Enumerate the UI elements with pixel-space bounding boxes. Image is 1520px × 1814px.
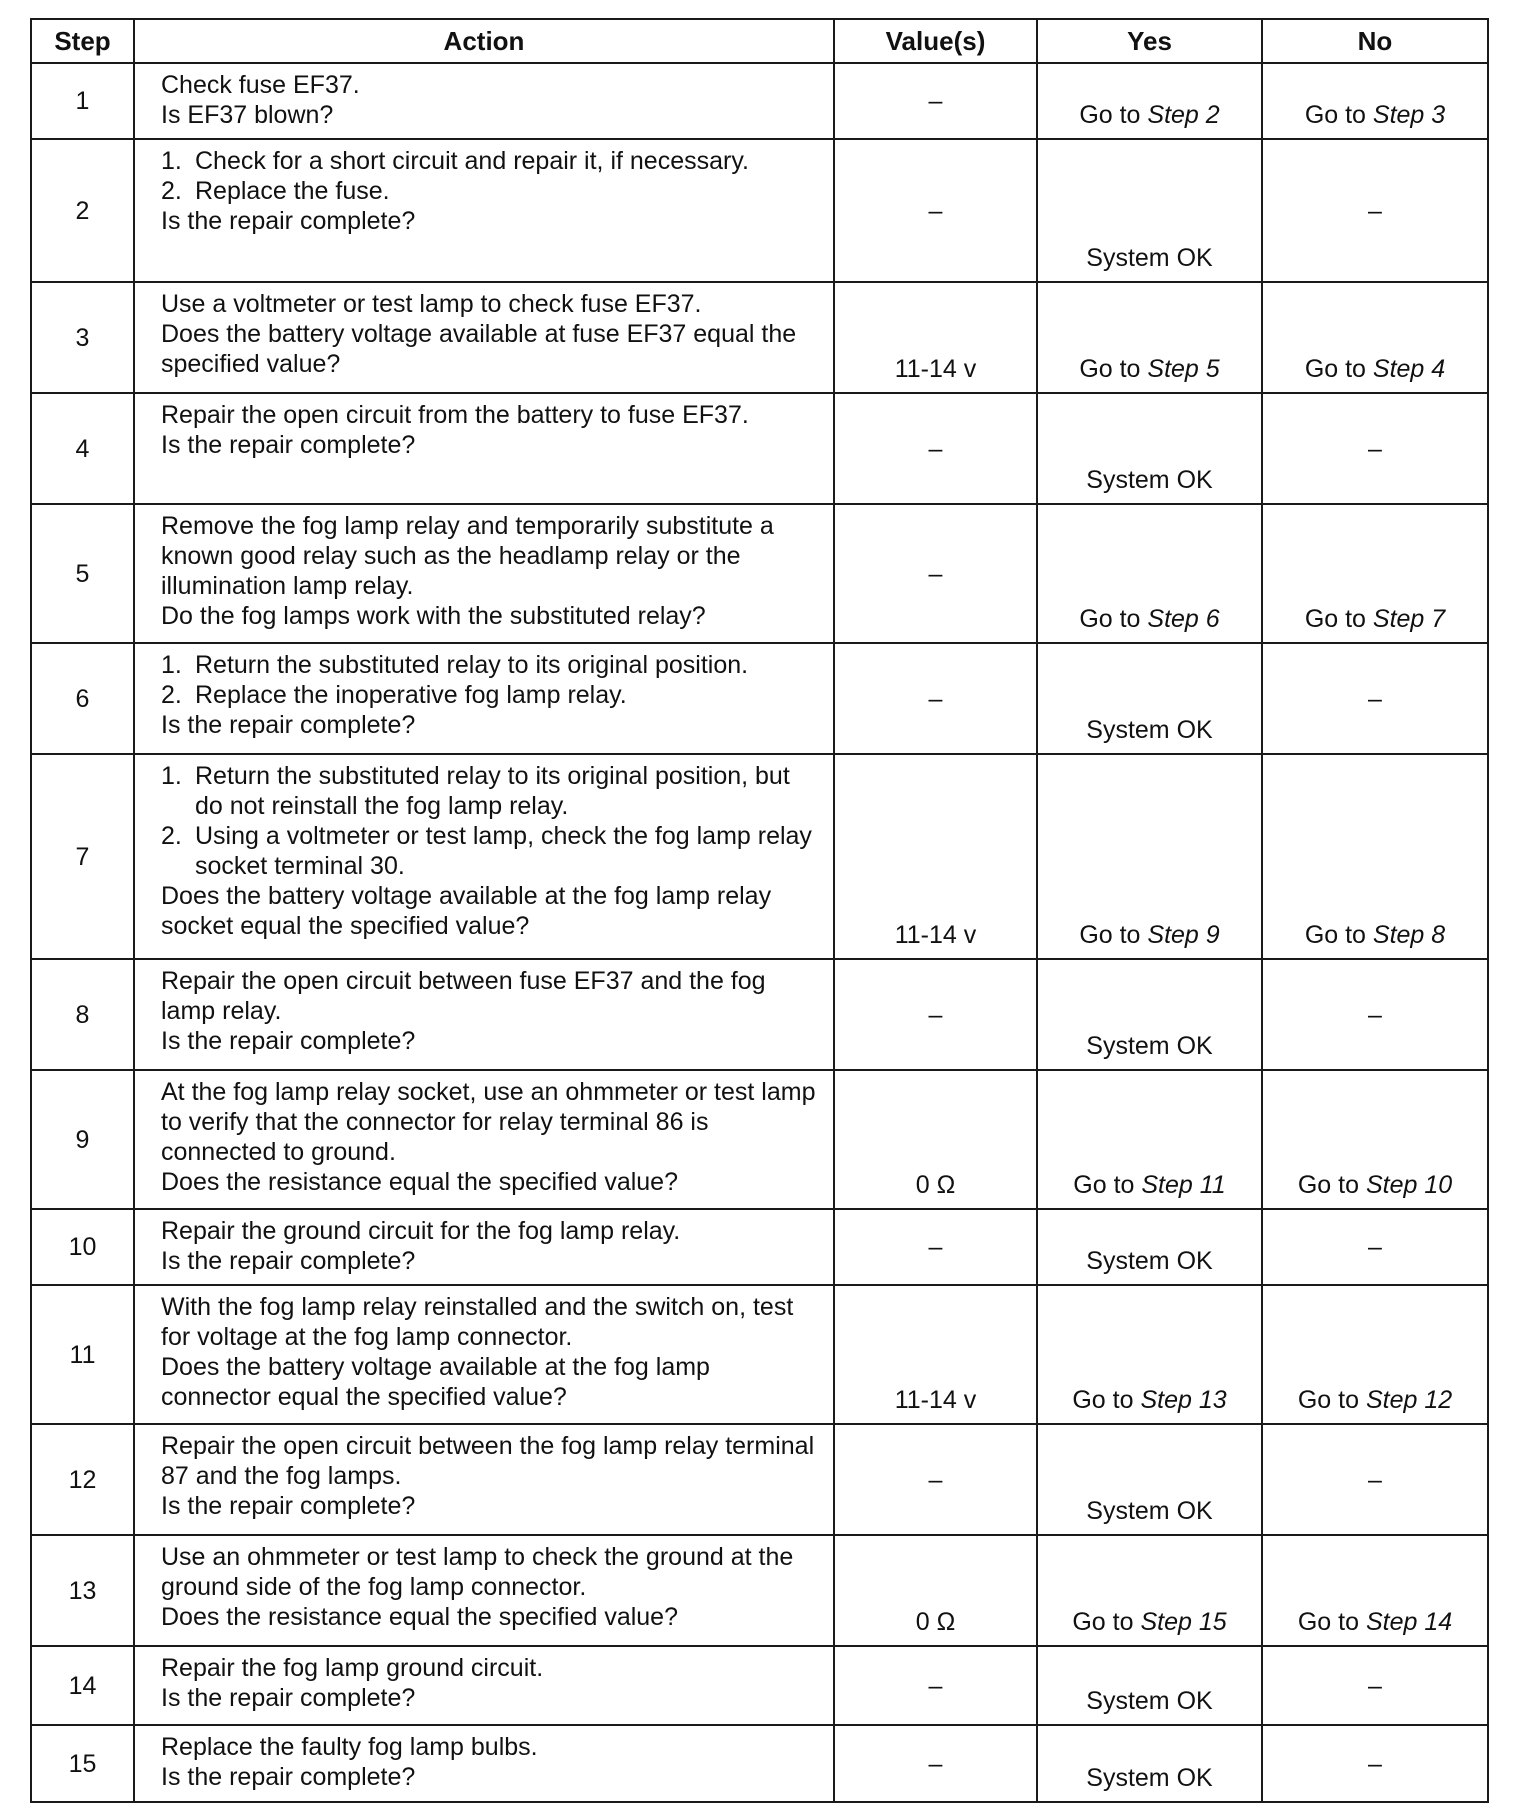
yes-goto-prefix: Go to xyxy=(1079,605,1148,633)
step-number: 6 xyxy=(31,643,134,754)
step-number: 14 xyxy=(31,1646,134,1725)
no-cell xyxy=(1262,643,1488,754)
action-line-text: Does the resistance equal the specified value? xyxy=(161,1603,678,1631)
step-number: 11 xyxy=(31,1285,134,1424)
yes-result-text: System OK xyxy=(1086,1032,1213,1060)
yes-result-text: System OK xyxy=(1086,1497,1213,1525)
action-line-number: 1. xyxy=(161,762,182,790)
action-cell xyxy=(134,63,834,139)
action-cell xyxy=(134,1725,834,1802)
value-cell: – xyxy=(834,504,1037,643)
action-line-text: Repair the fog lamp ground circuit. xyxy=(161,1654,544,1682)
action-line-text: Repair the open circuit between fuse EF37 and the fog lamp relay. xyxy=(161,967,766,1025)
yes-cell xyxy=(1037,1535,1262,1646)
table-row xyxy=(31,1285,1488,1424)
table-row xyxy=(31,1535,1488,1646)
table-row xyxy=(31,282,1488,393)
action-line-text: Is the repair complete? xyxy=(161,431,416,459)
value-cell: – xyxy=(834,393,1037,504)
action-line-text: Is EF37 blown? xyxy=(161,101,334,129)
yes-cell xyxy=(1037,63,1262,139)
action-cell xyxy=(134,139,834,282)
step-number: 12 xyxy=(31,1424,134,1535)
yes-result-text: System OK xyxy=(1086,466,1213,494)
yes-result-text: System OK xyxy=(1086,1687,1213,1715)
action-numbered-line xyxy=(161,680,823,710)
no-cell xyxy=(1262,959,1488,1070)
yes-cell xyxy=(1037,1646,1262,1725)
no-result-text: – xyxy=(1368,196,1382,225)
no-goto-prefix: Go to xyxy=(1297,1171,1366,1199)
no-goto-step-ref: Step 7 xyxy=(1372,605,1446,633)
step-number: 8 xyxy=(31,959,134,1070)
action-line-number: 2. xyxy=(161,681,182,709)
action-line-number: 1. xyxy=(161,651,182,679)
table-row xyxy=(31,643,1488,754)
yes-result-text: System OK xyxy=(1086,1247,1213,1275)
diagnostic-table xyxy=(30,18,1489,1803)
table-row xyxy=(31,1424,1488,1535)
action-cell xyxy=(134,754,834,959)
step-number: 15 xyxy=(31,1725,134,1802)
no-result-text: – xyxy=(1368,1233,1382,1261)
step-number: 10 xyxy=(31,1209,134,1285)
action-line-text: With the fog lamp relay reinstalled and the switch on, test for voltage at the fog lamp connector. xyxy=(161,1293,794,1351)
action-line-number: 2. xyxy=(161,177,182,205)
value-cell: – xyxy=(834,1209,1037,1285)
table-row xyxy=(31,504,1488,643)
action-line-number: 1. xyxy=(161,147,182,175)
table-body xyxy=(31,63,1488,1802)
value-cell: 11-14 v xyxy=(834,754,1037,959)
yes-goto-prefix: Go to xyxy=(1073,1171,1142,1199)
yes-cell xyxy=(1037,393,1262,504)
yes-goto-step-ref: Step 5 xyxy=(1147,355,1220,383)
header-values: Value(s) xyxy=(834,19,1037,63)
action-line-text: Does the battery voltage available at the fog lamp relay socket equal the specified value? xyxy=(161,882,772,940)
no-goto-step-ref: Step 8 xyxy=(1372,921,1446,949)
yes-goto-prefix: Go to xyxy=(1079,921,1148,949)
action-line-text: Is the repair complete? xyxy=(161,1492,416,1520)
yes-cell xyxy=(1037,1285,1262,1424)
action-line-text: Return the substituted relay to its original position. xyxy=(195,651,749,679)
no-cell xyxy=(1262,393,1488,504)
yes-cell xyxy=(1037,1070,1262,1209)
action-line-text: At the fog lamp relay socket, use an ohmmeter or test lamp to verify that the connector for relay terminal 86 is connected to ground. xyxy=(161,1078,816,1166)
no-cell xyxy=(1262,1646,1488,1725)
no-cell xyxy=(1262,1285,1488,1424)
action-numbered-line xyxy=(161,761,823,821)
no-cell xyxy=(1262,1535,1488,1646)
action-line-text: Using a voltmeter or test lamp, check the fog lamp relay socket terminal 30. xyxy=(195,822,812,880)
header-step: Step xyxy=(31,19,134,63)
yes-cell xyxy=(1037,1424,1262,1535)
table-row xyxy=(31,1725,1488,1802)
action-cell xyxy=(134,1535,834,1646)
yes-goto-step-ref: Step 2 xyxy=(1147,101,1220,129)
no-goto-step-ref: Step 14 xyxy=(1365,1608,1453,1636)
action-line-text: Repair the ground circuit for the fog lamp relay. xyxy=(161,1217,681,1245)
no-result-text: – xyxy=(1368,1749,1382,1778)
no-goto-prefix: Go to xyxy=(1304,921,1373,949)
yes-cell xyxy=(1037,959,1262,1070)
no-goto-prefix: Go to xyxy=(1304,355,1373,383)
yes-cell xyxy=(1037,1209,1262,1285)
action-cell xyxy=(134,1285,834,1424)
yes-goto-step-ref: Step 13 xyxy=(1140,1386,1227,1414)
action-line-text: Does the resistance equal the specified value? xyxy=(161,1168,678,1196)
action-line-text: Check for a short circuit and repair it, if necessary. xyxy=(195,147,749,175)
table-row xyxy=(31,959,1488,1070)
table-row xyxy=(31,754,1488,959)
no-goto-step-ref: Step 3 xyxy=(1372,101,1446,129)
action-line-text: Remove the fog lamp relay and temporarily substitute a known good relay such as the headlamp relay or the illumination lamp relay. xyxy=(161,512,774,600)
no-cell xyxy=(1262,63,1488,139)
no-result-text: – xyxy=(1368,1465,1382,1494)
no-goto-prefix: Go to xyxy=(1304,605,1373,633)
no-cell xyxy=(1262,1725,1488,1802)
no-goto-prefix: Go to xyxy=(1297,1608,1366,1636)
no-result-text: – xyxy=(1368,1671,1382,1700)
value-cell: – xyxy=(834,63,1037,139)
table-row xyxy=(31,1646,1488,1725)
no-cell xyxy=(1262,1209,1488,1285)
yes-cell xyxy=(1037,643,1262,754)
action-cell xyxy=(134,959,834,1070)
yes-goto-prefix: Go to xyxy=(1072,1386,1141,1414)
value-cell: – xyxy=(834,643,1037,754)
header-no: No xyxy=(1262,19,1488,63)
diagnostic-table-page xyxy=(30,18,1487,1802)
no-cell xyxy=(1262,1424,1488,1535)
action-numbered-line xyxy=(161,821,823,881)
no-goto-prefix: Go to xyxy=(1304,101,1373,129)
step-number: 9 xyxy=(31,1070,134,1209)
action-numbered-line xyxy=(161,176,823,206)
table-row xyxy=(31,393,1488,504)
action-line-text: Check fuse EF37. xyxy=(161,71,360,99)
value-cell: – xyxy=(834,139,1037,282)
value-cell: – xyxy=(834,959,1037,1070)
step-number: 2 xyxy=(31,139,134,282)
step-number: 7 xyxy=(31,754,134,959)
action-line-text: Do the fog lamps work with the substituted relay? xyxy=(161,602,706,630)
value-cell: 0 Ω xyxy=(834,1535,1037,1646)
action-cell xyxy=(134,1070,834,1209)
table-row xyxy=(31,63,1488,139)
action-line-text: Does the battery voltage available at the fog lamp connector equal the specified value? xyxy=(161,1353,710,1411)
action-line-text: Use a voltmeter or test lamp to check fuse EF37. xyxy=(161,290,702,318)
action-cell xyxy=(134,1209,834,1285)
yes-goto-step-ref: Step 6 xyxy=(1147,605,1220,633)
table-row xyxy=(31,139,1488,282)
action-line-number: 2. xyxy=(161,822,182,850)
no-goto-step-ref: Step 10 xyxy=(1365,1171,1453,1199)
header-yes: Yes xyxy=(1037,19,1262,63)
yes-result-text: System OK xyxy=(1086,1764,1213,1792)
action-line-text: Use an ohmmeter or test lamp to check the ground at the ground side of the fog lamp connector. xyxy=(161,1543,794,1601)
no-result-text: – xyxy=(1368,1000,1382,1029)
value-cell: – xyxy=(834,1424,1037,1535)
yes-goto-step-ref: Step 9 xyxy=(1147,921,1220,949)
no-cell xyxy=(1262,504,1488,643)
value-cell: 11-14 v xyxy=(834,282,1037,393)
table-row xyxy=(31,1209,1488,1285)
table-row xyxy=(31,1070,1488,1209)
step-number: 3 xyxy=(31,282,134,393)
no-goto-step-ref: Step 12 xyxy=(1365,1386,1453,1414)
step-number: 4 xyxy=(31,393,134,504)
yes-goto-step-ref: Step 15 xyxy=(1140,1608,1227,1636)
no-cell xyxy=(1262,139,1488,282)
action-cell xyxy=(134,393,834,504)
yes-cell xyxy=(1037,139,1262,282)
step-number: 13 xyxy=(31,1535,134,1646)
header-row xyxy=(31,19,1488,63)
value-cell: 11-14 v xyxy=(834,1285,1037,1424)
action-cell xyxy=(134,1424,834,1535)
action-line-text: Is the repair complete? xyxy=(161,711,416,739)
yes-cell xyxy=(1037,1725,1262,1802)
value-cell: – xyxy=(834,1725,1037,1802)
no-cell xyxy=(1262,754,1488,959)
step-number: 5 xyxy=(31,504,134,643)
action-line-text: Does the battery voltage available at fuse EF37 equal the specified value? xyxy=(161,320,797,378)
value-cell: 0 Ω xyxy=(834,1070,1037,1209)
no-result-text: – xyxy=(1368,684,1382,713)
action-line-text: Replace the fuse. xyxy=(195,177,390,205)
action-cell xyxy=(134,643,834,754)
action-line-text: Is the repair complete? xyxy=(161,1027,416,1055)
action-line-text: Is the repair complete? xyxy=(161,207,416,235)
action-line-text: Is the repair complete? xyxy=(161,1763,416,1791)
action-line-text: Repair the open circuit from the battery to fuse EF37. xyxy=(161,401,749,429)
yes-cell xyxy=(1037,504,1262,643)
action-numbered-line xyxy=(161,650,823,680)
action-numbered-line xyxy=(161,146,823,176)
yes-result-text: System OK xyxy=(1086,244,1213,272)
action-line-text: Return the substituted relay to its original position, but do not reinstall the fog lamp relay. xyxy=(195,762,790,820)
action-line-text: Replace the inoperative fog lamp relay. xyxy=(195,681,627,709)
no-result-text: – xyxy=(1368,434,1382,463)
yes-goto-prefix: Go to xyxy=(1072,1608,1141,1636)
value-cell: – xyxy=(834,1646,1037,1725)
no-cell xyxy=(1262,282,1488,393)
action-line-text: Replace the faulty fog lamp bulbs. xyxy=(161,1733,538,1761)
step-number: 1 xyxy=(31,63,134,139)
action-line-text: Repair the open circuit between the fog lamp relay terminal 87 and the fog lamps. xyxy=(161,1432,815,1490)
no-goto-step-ref: Step 4 xyxy=(1372,355,1446,383)
action-cell xyxy=(134,504,834,643)
action-cell xyxy=(134,1646,834,1725)
yes-goto-step-ref: Step 11 xyxy=(1141,1171,1226,1199)
yes-cell xyxy=(1037,754,1262,959)
yes-cell xyxy=(1037,282,1262,393)
action-line-text: Is the repair complete? xyxy=(161,1247,416,1275)
no-cell xyxy=(1262,1070,1488,1209)
action-line-text: Is the repair complete? xyxy=(161,1684,416,1712)
action-cell xyxy=(134,282,834,393)
no-goto-prefix: Go to xyxy=(1297,1386,1366,1414)
yes-goto-prefix: Go to xyxy=(1079,101,1148,129)
yes-result-text: System OK xyxy=(1086,716,1213,744)
header-action: Action xyxy=(134,19,834,63)
yes-goto-prefix: Go to xyxy=(1079,355,1148,383)
